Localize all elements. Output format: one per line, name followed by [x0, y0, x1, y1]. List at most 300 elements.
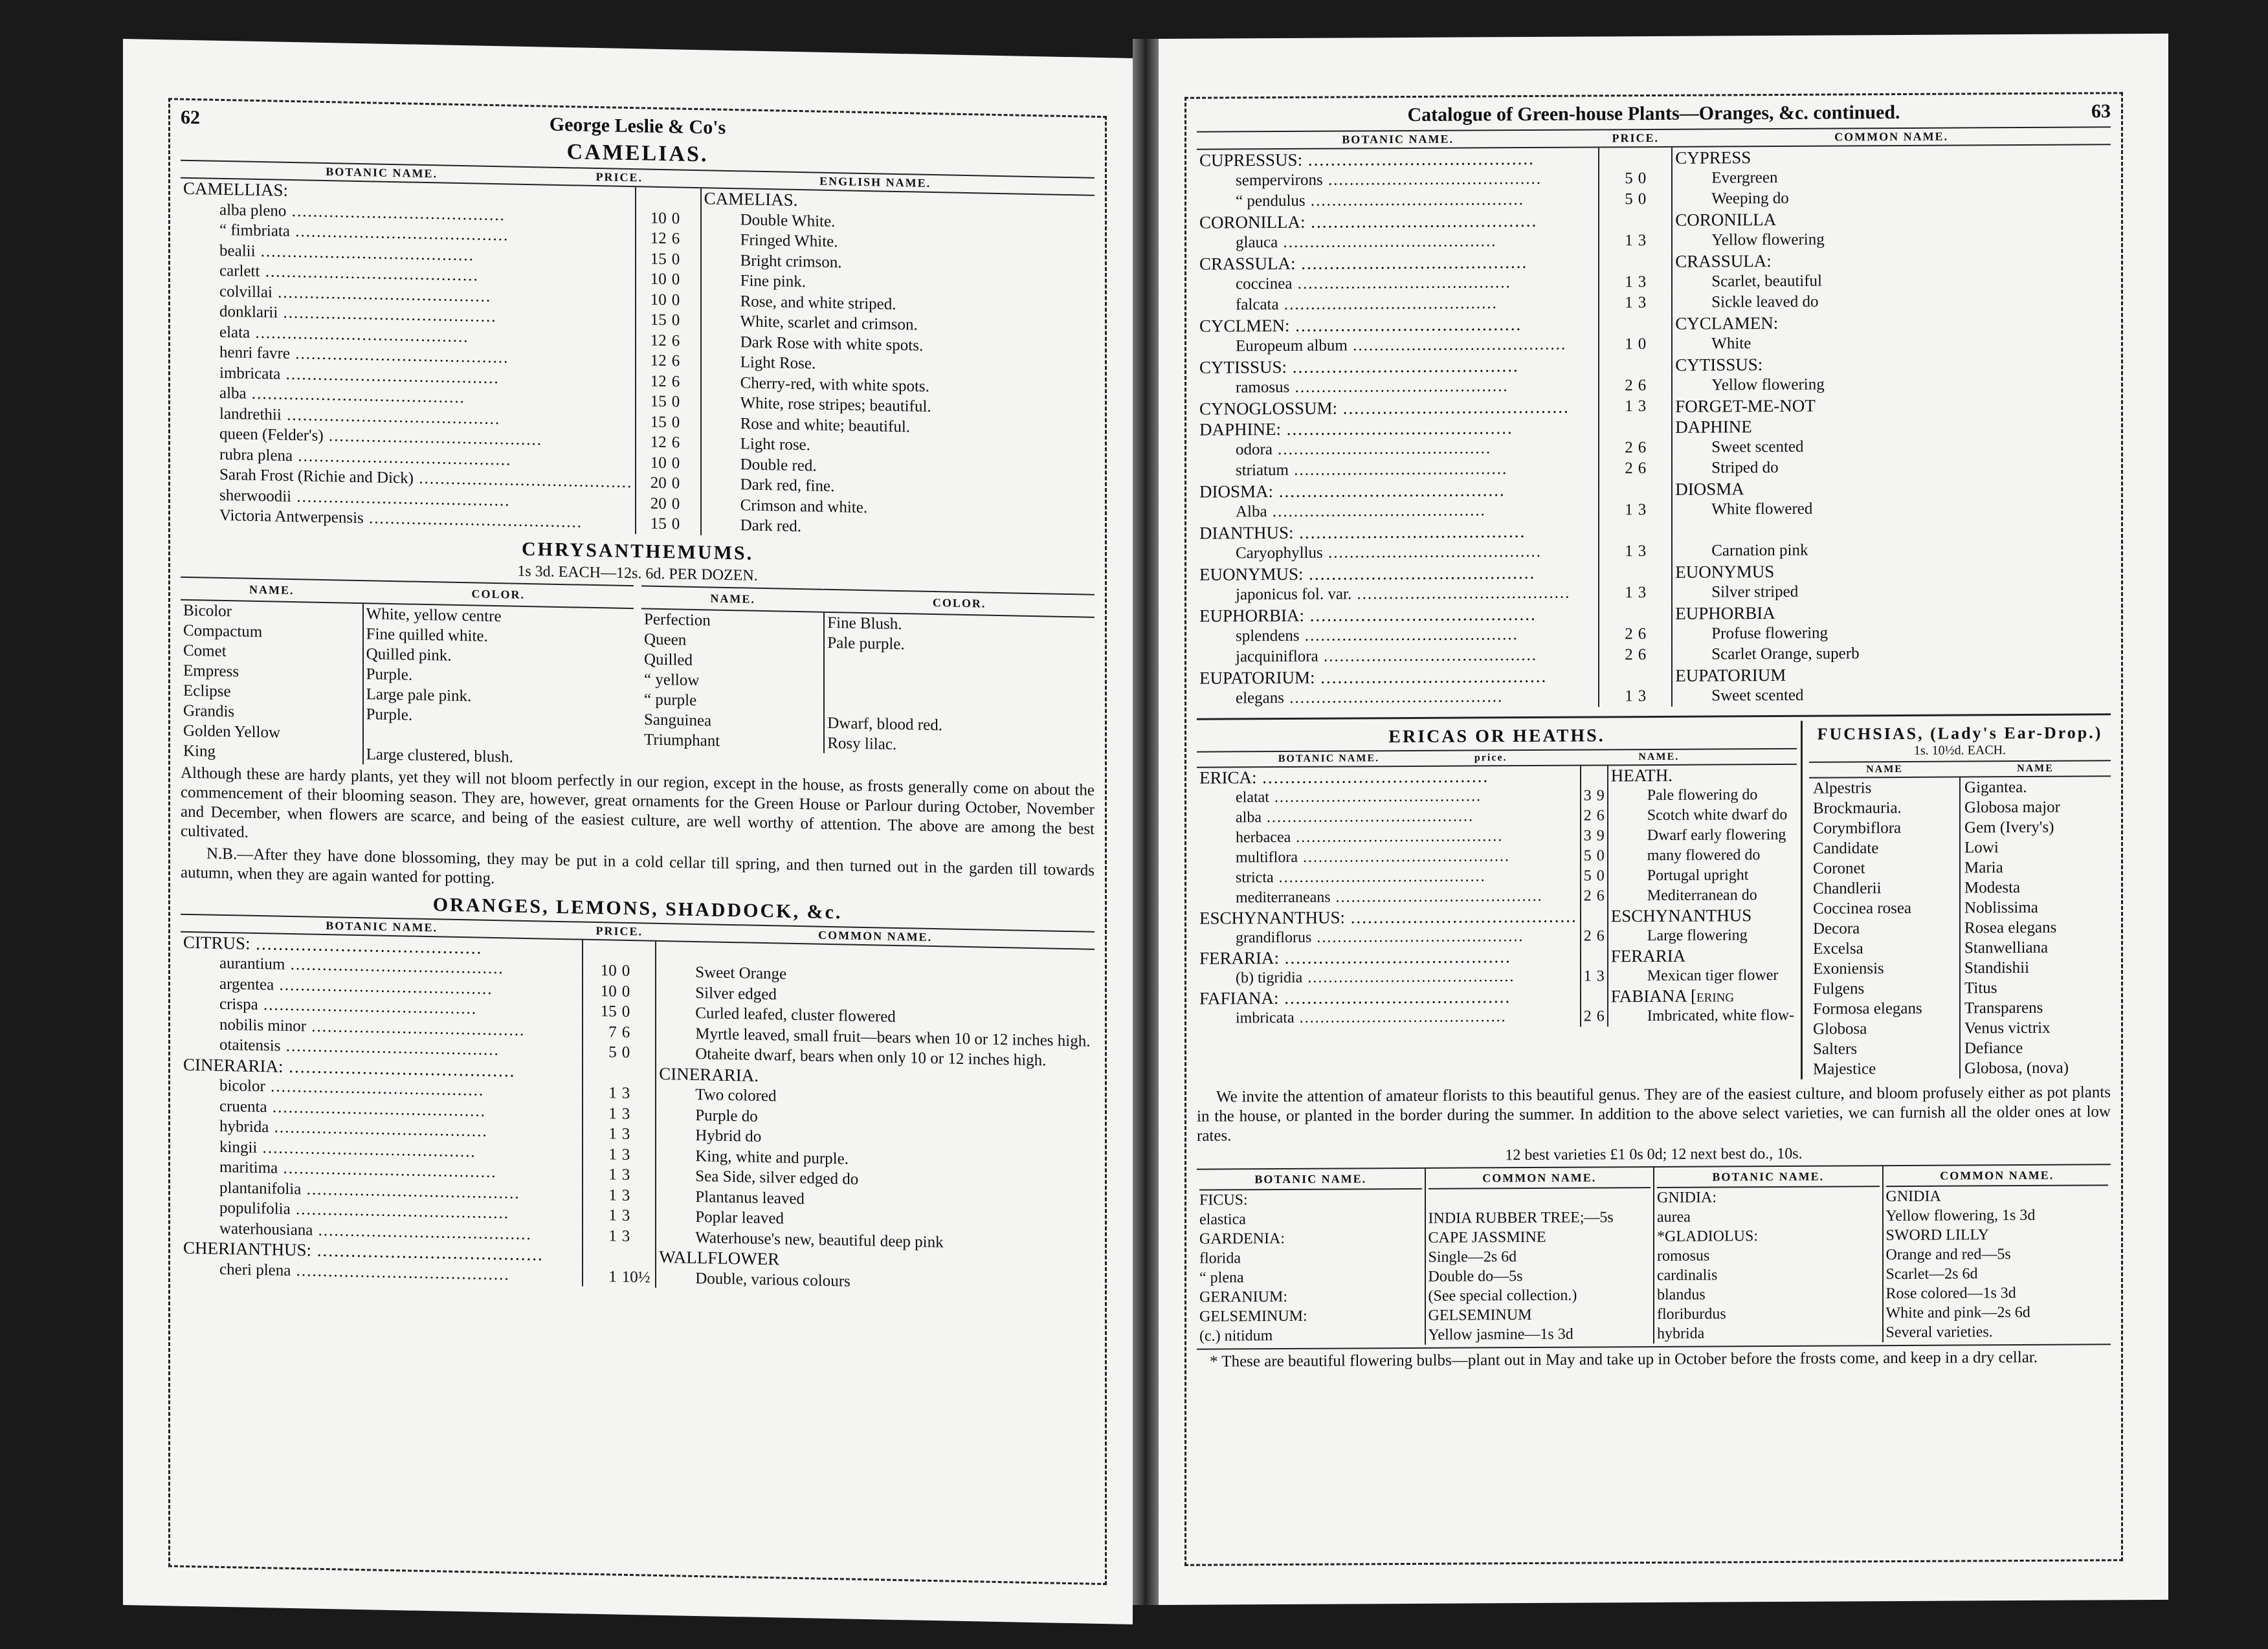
bottom-botanic-name: elastica [1199, 1211, 1246, 1228]
right-catalogue-table [1197, 145, 2111, 709]
bottom-botanic-name: GERANIUM: [1199, 1288, 1287, 1306]
chrysanthemum-name: Queen [641, 629, 824, 652]
erica-common-name: Pale flowering do [1647, 786, 1758, 804]
greenhouse-botanic-name: japonicus fol. var. ..... [1197, 582, 1599, 605]
greenhouse-botanic-name: EUPATORIUM: ..... [1197, 665, 1599, 688]
greenhouse-price-shillings: 1 [1599, 582, 1635, 603]
greenhouse-botanic-name: CYCLMEN: ..... [1197, 313, 1599, 336]
greenhouse-price-pence: 0 [1636, 168, 1672, 189]
oranges-table [181, 932, 1095, 1296]
greenhouse-common-name: EUPATORIUM [1675, 665, 1786, 685]
fuchsias-column-header [1809, 760, 2111, 778]
fuchsia-variety: Exoniensis [1813, 960, 1884, 978]
greenhouse-price-pence: 6 [1636, 645, 1672, 665]
fuchsias-price: 1s. 10½d. EACH. [1913, 743, 2007, 758]
camelia-price-pence: 6 [669, 331, 701, 351]
camelia-botanic-name: sherwoodii ..... [181, 484, 636, 513]
erica-row [1197, 946, 1797, 969]
left-running-head-text: George Leslie & Co's [549, 113, 726, 138]
orange-common-name: Waterhouse's new, beautiful deep pink [695, 1228, 944, 1251]
orange-botanic-name: crispa ..... [181, 993, 583, 1021]
fuchsias-list-col-1 [1809, 778, 1961, 1079]
chrys-col-color: COLOR. [363, 581, 634, 608]
greenhouse-botanic-name: EUONYMUS: ..... [1197, 562, 1599, 584]
bottom-left-common [1426, 1168, 1655, 1345]
greenhouse-price-pence: 3 [1636, 230, 1672, 251]
bottom-botanic-name: romosus [1657, 1247, 1710, 1265]
greenhouse-common-name: Sickle leaved do [1711, 293, 1819, 311]
camelia-price-shillings: 20 [636, 472, 669, 493]
camelia-botanic-name: queen (Felder's) ..... [181, 423, 636, 452]
greenhouse-botanic-name: Europeum album ..... [1197, 334, 1599, 357]
bottom-common-name: Rose colored—1s 3d [1885, 1285, 2016, 1303]
camelia-common-name: Light rose. [740, 435, 810, 454]
chrysanthemum-color: Large clustered, blush. [366, 745, 513, 766]
camelia-price-pence: 6 [669, 371, 701, 392]
erica-botanic-name: multiflora ..... [1197, 847, 1581, 869]
erica-row [1197, 845, 1797, 869]
camelia-price-pence: 0 [669, 208, 701, 229]
chrys-col-name-2: NAME. [641, 586, 824, 612]
greenhouse-price-shillings [1599, 603, 1635, 624]
fuchsia-variety: Excelsa [1813, 940, 1863, 958]
orange-price-shillings: 1 [583, 1123, 619, 1145]
erica-price-shillings [1581, 766, 1594, 786]
right-col-botanic: BOTANIC NAME. [1342, 132, 1454, 146]
bottom-common-name: Yellow flowering, 1s 3d [1885, 1206, 2036, 1225]
greenhouse-price-shillings [1599, 313, 1635, 334]
camelia-botanic-name: landrethii ..... [181, 403, 636, 432]
erica-row [1197, 905, 1797, 929]
bottom-right-common [1884, 1165, 2111, 1342]
camelia-common-name: Double red. [740, 455, 817, 475]
greenhouse-price-pence: 3 [1636, 582, 1672, 603]
camelia-price-pence: 0 [669, 392, 701, 412]
bottom-common-name: INDIA RUBBER TREE;—5s [1428, 1209, 1614, 1227]
greenhouse-botanic-name: CORONILLA: ..... [1197, 210, 1599, 232]
bottom-col-botanic-1: BOTANIC NAME. [1199, 1169, 1422, 1191]
greenhouse-common-name: Yellow flowering [1711, 375, 1825, 394]
ericas-col-botanic: BOTANIC NAME. [1278, 753, 1380, 765]
greenhouse-price-shillings: 1 [1599, 272, 1635, 293]
camelia-price-pence: 0 [669, 412, 701, 433]
erica-botanic-name: ERICA: ..... [1197, 766, 1581, 788]
greenhouse-botanic-name: striatum ..... [1197, 458, 1599, 481]
right-page-number: 63 [2091, 100, 2111, 122]
erica-botanic-name: alba ..... [1197, 806, 1581, 828]
bottom-common-name: (See special collection.) [1428, 1287, 1577, 1305]
greenhouse-botanic-name: CRASSULA: ..... [1197, 251, 1599, 274]
camelia-common-name: Crimson and white. [740, 496, 868, 516]
camelia-botanic-name: bealii ..... [181, 239, 636, 269]
greenhouse-botanic-name: falcata ..... [1197, 293, 1599, 315]
erica-price-shillings [1581, 986, 1594, 1006]
bottom-botanic-name: florida [1199, 1250, 1241, 1267]
greenhouse-common-name: Yellow flowering [1711, 230, 1825, 249]
camelia-genus-d [669, 188, 701, 208]
chrysanthemum-color: Large pale pink. [366, 685, 472, 705]
orange-botanic-name: plantanifolia ..... [181, 1177, 583, 1204]
chrysanthemums-title: CHRYSANTHEMUMS. [521, 538, 754, 564]
orange-botanic-name: cheri plena ..... [181, 1258, 583, 1286]
greenhouse-price-pence: 0 [1636, 189, 1672, 210]
camelia-price-pence: 0 [669, 310, 701, 331]
chrysanthemum-color: White, yellow centre [366, 604, 502, 625]
book-spread [123, 39, 2162, 1605]
camelia-price-shillings: 15 [636, 412, 669, 432]
erica-price-pence: 0 [1594, 846, 1608, 866]
camelia-price-shillings: 12 [636, 228, 669, 249]
orange-botanic-name: cruenta ..... [181, 1095, 583, 1123]
chrysanthemum-color: Dwarf, blood red. [827, 714, 942, 734]
greenhouse-botanic-name: jacquiniflora ..... [1197, 645, 1599, 667]
greenhouse-common-name: CRASSULA: [1675, 251, 1772, 271]
orange-price-shillings [583, 1062, 619, 1083]
bottom-common-name: Double do—5s [1428, 1268, 1523, 1285]
bottom-common-name: CAPE JASSMINE [1428, 1228, 1546, 1246]
erica-price-pence: 6 [1594, 886, 1608, 906]
bottom-common-name: Yellow jasmine—1s 3d [1428, 1325, 1573, 1344]
greenhouse-price-pence [1636, 251, 1672, 272]
camelias-col-price: PRICE. [595, 170, 643, 184]
camelia-price-pence: 0 [669, 473, 701, 494]
greenhouse-botanic-name: sempervirons ..... [1197, 168, 1599, 191]
greenhouse-price-pence: 3 [1636, 500, 1672, 520]
orange-botanic-name: otaitensis ..... [181, 1034, 583, 1062]
erica-common-name: FERARIA [1610, 946, 1686, 966]
gladiolus-footnote: * These are beautiful flowering bulbs—plant out in May and take up in October before the frosts come, and keep in a dry cellar. [1197, 1344, 2111, 1371]
orange-price-pence: 10½ [619, 1267, 656, 1288]
camelia-price-shillings: 12 [636, 432, 669, 452]
greenhouse-price-shillings [1599, 562, 1635, 582]
camelias-table [181, 179, 1095, 543]
erica-price-pence: 0 [1594, 866, 1608, 886]
greenhouse-common-name: FORGET-ME-NOT [1675, 395, 1816, 416]
greenhouse-common-name: CYPRESS [1675, 148, 1751, 168]
erica-row [1197, 1006, 1797, 1029]
camelia-common-name: Fringed White. [740, 231, 838, 251]
camelia-common-name: White, scarlet and crimson. [740, 313, 918, 334]
greenhouse-price-shillings [1599, 417, 1635, 437]
orange-common-name: WALLFLOWER [659, 1246, 780, 1269]
greenhouse-price-pence: 0 [1636, 334, 1672, 355]
erica-common-name: FABIANA [ering [1610, 986, 1735, 1006]
chrysanthemum-name: “ yellow [641, 669, 824, 692]
chrysanthemum-color: Fine quilled white. [366, 625, 488, 645]
camelia-botanic-name: elata ..... [181, 321, 636, 350]
camelia-common-name: Dark red, fine. [740, 476, 835, 496]
erica-botanic-name: FERARIA: ..... [1197, 947, 1581, 969]
greenhouse-botanic-name: DIOSMA: ..... [1197, 479, 1599, 502]
camelia-price-shillings: 15 [636, 513, 669, 534]
erica-price-pence [1594, 986, 1608, 1006]
erica-price-shillings: 2 [1581, 1006, 1594, 1026]
orange-common-name: Otaheite dwarf, bears when only 10 or 12 inches high. [695, 1045, 1047, 1070]
erica-botanic-name: ESCHYNANTHUS: ..... [1197, 907, 1581, 929]
bottom-botanic-name: GELSEMINUM: [1199, 1307, 1307, 1325]
greenhouse-common-name: EUONYMUS [1675, 562, 1775, 582]
bottom-botanic-name: (c.) nitidum [1199, 1327, 1273, 1345]
ericas-table [1197, 765, 1797, 1029]
bottom-common-name: Scarlet—2s 6d [1885, 1265, 1978, 1283]
erica-botanic-name: grandiflorus ..... [1197, 927, 1581, 949]
bottom-botanic-name: hybrida [1657, 1325, 1705, 1342]
greenhouse-price-pence [1636, 603, 1672, 624]
oranges-col-price: PRICE. [595, 924, 643, 938]
fuchsia-variety: Brockmauria. [1813, 799, 1902, 817]
orange-price-pence [619, 940, 656, 962]
camelia-price-pence: 0 [669, 269, 701, 290]
greenhouse-price-shillings [1599, 210, 1635, 230]
bottom-botanic-name: “ plena [1199, 1269, 1244, 1287]
greenhouse-common-name: Profuse flowering [1711, 624, 1829, 643]
ericas-title: ERICAS OR HEATHS. [1388, 725, 1605, 747]
fuchsias-col-name-2: NAME [2017, 762, 2054, 775]
chrysanthemum-name: Perfection [641, 608, 824, 632]
orange-price-pence [619, 1063, 656, 1084]
erica-row [1197, 925, 1797, 949]
orange-price-shillings: 5 [583, 1042, 619, 1063]
greenhouse-price-pence [1636, 313, 1672, 334]
chrysanthemum-color: Fine Blush. [827, 614, 902, 633]
fuchsia-variety: Noblissima [1964, 898, 2038, 917]
ericas-fuchsias-section [1197, 713, 2111, 1082]
camelias-col-botanic: BOTANIC NAME. [326, 165, 438, 181]
bottom-botanic-name: GNIDIA: [1657, 1189, 1717, 1206]
orange-common-name: Sweet Orange [695, 963, 787, 983]
orange-price-pence [619, 1246, 656, 1268]
orange-price-pence: 3 [619, 1103, 656, 1125]
erica-row [1197, 805, 1797, 828]
chrysanthemum-name: Golden Yellow [181, 720, 363, 744]
camelia-price-shillings: 15 [636, 391, 669, 412]
bottom-botanic-name: *GLADIOLUS: [1657, 1228, 1758, 1245]
greenhouse-common-name: DAPHINE [1675, 417, 1752, 437]
orange-price-shillings: 1 [583, 1164, 619, 1186]
chrysanthemums-left-table [181, 576, 634, 769]
orange-botanic-name: hybrida ..... [181, 1116, 583, 1144]
greenhouse-common-name: Scarlet Orange, superb [1711, 645, 1860, 663]
camelia-price-pence: 0 [669, 249, 701, 270]
fuchsia-variety: Fulgens [1813, 980, 1865, 998]
chrysanthemum-name: Grandis [181, 700, 363, 724]
greenhouse-common-name [1672, 518, 2111, 541]
erica-price-pence: 3 [1594, 966, 1608, 986]
greenhouse-botanic-name: odora ..... [1197, 437, 1599, 460]
camelia-price-shillings: 15 [636, 309, 669, 330]
orange-botanic-name: populifolia ..... [181, 1197, 583, 1225]
erica-price-shillings [1581, 946, 1594, 966]
camelia-price-pence: 6 [669, 228, 701, 249]
orange-price-pence: 3 [619, 1185, 656, 1206]
camelia-botanic-name: colvillai ..... [181, 280, 636, 309]
greenhouse-price-pence: 6 [1636, 437, 1672, 458]
erica-price-pence [1594, 766, 1608, 786]
right-page-frame [1184, 92, 2123, 1566]
fuchsia-variety: Gem (Ivery's) [1964, 818, 2054, 837]
orange-botanic-name: aurantium ..... [181, 953, 583, 980]
orange-common-name: Two colored [695, 1085, 777, 1105]
left-page [123, 39, 1133, 1624]
orange-price-pence: 6 [619, 1022, 656, 1043]
orange-botanic-name: CHERIANTHUS: ..... [181, 1238, 583, 1266]
greenhouse-botanic-name: ramosus ..... [1197, 375, 1599, 398]
camelias-col-english: ENGLISH NAME. [819, 174, 931, 190]
erica-price-pence [1594, 906, 1608, 926]
orange-common-name: Sea Side, silver edged do [695, 1167, 859, 1188]
greenhouse-price-shillings: 2 [1599, 458, 1635, 479]
camelia-price-shillings: 12 [636, 330, 669, 351]
fuchsia-variety: Formosa elegans [1813, 999, 1922, 1018]
camelia-price-pence: 0 [669, 453, 701, 474]
orange-price-pence: 0 [619, 1002, 656, 1023]
erica-price-shillings: 1 [1581, 966, 1594, 986]
greenhouse-common-name: Carnation pink [1711, 541, 1808, 560]
fuchsia-variety: Titus [1964, 979, 1997, 997]
fuchsia-variety: Decora [1813, 920, 1860, 938]
greenhouse-botanic-name: “ pendulus ..... [1197, 189, 1599, 212]
orange-price-shillings: 1 [583, 1144, 619, 1165]
bottom-right-botanic [1654, 1166, 1884, 1344]
orange-price-pence: 0 [619, 961, 656, 982]
greenhouse-price-shillings: 5 [1599, 189, 1635, 210]
greenhouse-price-pence: 3 [1636, 272, 1672, 293]
erica-price-shillings: 2 [1581, 806, 1594, 826]
greenhouse-common-name: Striped do [1711, 458, 1779, 477]
greenhouse-price-shillings [1599, 148, 1635, 168]
erica-price-pence: 6 [1594, 806, 1608, 826]
erica-price-shillings: 2 [1581, 926, 1594, 946]
greenhouse-price-pence [1636, 148, 1672, 168]
erica-botanic-name: (b) tigridia ..... [1197, 967, 1581, 989]
camelia-common-name: Dark red. [740, 516, 801, 536]
fuchsias-block [1809, 719, 2111, 1079]
orange-common-name: Poplar leaved [695, 1208, 784, 1228]
greenhouse-price-pence: 3 [1636, 686, 1672, 707]
greenhouse-price-pence [1636, 479, 1672, 500]
fuchsia-variety: Transparens [1964, 999, 2043, 1017]
camelia-genus-s [636, 187, 669, 208]
erica-common-name: Scotch white dwarf do [1647, 806, 1788, 825]
erica-price-pence: 9 [1594, 786, 1608, 806]
orange-price-shillings: 15 [583, 1001, 619, 1023]
greenhouse-common-name: DIOSMA [1675, 479, 1744, 499]
orange-common-name: King, white and purple. [695, 1147, 849, 1168]
camelia-price-shillings: 10 [636, 269, 669, 289]
camelia-botanic-name: henri favre ..... [181, 342, 636, 371]
greenhouse-botanic-name: DAPHINE: ..... [1197, 417, 1599, 439]
fuchsia-variety: Standishii [1964, 958, 2030, 977]
erica-botanic-name: imbricata ..... [1197, 1007, 1581, 1029]
chrysanthemums-right-table [641, 585, 1095, 758]
greenhouse-price-shillings [1599, 479, 1635, 500]
greenhouse-price-shillings: 1 [1599, 686, 1635, 707]
orange-botanic-name: waterhousiana ..... [181, 1217, 583, 1245]
greenhouse-common-name: CORONILLA [1675, 210, 1777, 230]
fuchsias-list [1809, 777, 2111, 1079]
fuchsia-variety: Modesta [1964, 879, 2021, 897]
orange-price-shillings: 1 [583, 1083, 619, 1104]
orange-price-pence: 3 [619, 1226, 656, 1247]
orange-price-shillings [583, 1246, 619, 1267]
fuchsia-variety: Globosa [1813, 1020, 1867, 1038]
fuchsias-col-name-1: NAME [1866, 763, 1903, 775]
orange-botanic-name: CITRUS: ..... [181, 932, 583, 960]
bottom-common-name: Orange and red—5s [1885, 1246, 2011, 1264]
erica-common-name: HEATH. [1610, 765, 1673, 786]
greenhouse-price-shillings [1599, 520, 1635, 541]
greenhouse-price-shillings: 1 [1599, 230, 1635, 251]
orange-common-name: Myrtle leaved, small fruit—bears when 10 or 12 inches high. [695, 1024, 1091, 1050]
chrysanthemum-color: Rosy lilac. [827, 734, 897, 753]
erica-price-shillings: 5 [1581, 846, 1594, 866]
camelia-price-shillings: 10 [636, 289, 669, 310]
camelia-botanic-name: rubra plena ..... [181, 443, 636, 472]
bottom-table [1197, 1164, 2111, 1345]
camelia-botanic-name: imbricata ..... [181, 362, 636, 391]
camelia-botanic-name: “ fimbriata ..... [181, 219, 636, 249]
bottom-left-botanic [1197, 1169, 1426, 1346]
camelia-common-name: Rose and white; beautiful. [740, 414, 911, 436]
bottom-botanic-name: blandus [1657, 1286, 1706, 1303]
erica-botanic-name: FAFIANA: ..... [1197, 987, 1581, 1009]
chrysanthemum-color: Purple. [366, 665, 413, 684]
greenhouse-botanic-name: DIANTHUS: ..... [1197, 520, 1599, 543]
chrysanthemum-name: Compactum [181, 620, 363, 643]
camelia-botanic-name: Sarah Frost (Richie and Dick) ..... [181, 464, 636, 493]
orange-botanic-name: maritima ..... [181, 1157, 583, 1184]
erica-row [1197, 885, 1797, 909]
camelia-botanic-name: Victoria Antwerpensis ..... [181, 505, 636, 534]
chrysanthemum-color: Purple. [366, 705, 413, 724]
greenhouse-common-name: Scarlet, beautiful [1711, 272, 1822, 291]
erica-row [1197, 865, 1797, 889]
erica-row [1197, 765, 1797, 788]
chrysanthemums-price: 1s 3d. EACH—12s. 6d. PER DOZEN. [517, 562, 758, 584]
greenhouse-price-pence: 3 [1636, 293, 1672, 313]
greenhouse-price-pence: 6 [1636, 458, 1672, 479]
ericas-col-price: price. [1474, 752, 1507, 764]
greenhouse-common-name: CYTISSUS: [1675, 355, 1763, 375]
greenhouse-price-pence [1636, 417, 1672, 437]
orange-price-pence: 3 [619, 1083, 656, 1105]
camelia-price-pence: 0 [669, 514, 701, 535]
greenhouse-price-shillings: 5 [1599, 168, 1635, 189]
greenhouse-common-name: Silver striped [1711, 582, 1799, 601]
bottom-col-common-2: COMMON NAME. [1886, 1165, 2109, 1187]
chrysanthemums-note: Although these are hardy plants, yet they will not bloom perfectly in our region, except in the house, as frosts generally come on about the commencement of their blooming season. They are, however, great ornaments for the Green House or Parlour during October, November and December, when flowers are scarce, and being of the easiest culture, are well worthy of attention. The above are among the best cultivated. [181, 764, 1095, 841]
chrysanthemum-name: Sanguinea [641, 709, 824, 733]
orange-price-pence: 3 [619, 1165, 656, 1186]
erica-price-shillings: 5 [1581, 866, 1594, 886]
camelia-botanic-name: alba ..... [181, 382, 636, 412]
fuchsias-list-col-2 [1961, 777, 2111, 1078]
greenhouse-common-name: White flowered [1711, 500, 1813, 518]
chrysanthemum-name: Empress [181, 660, 363, 683]
erica-common-name: Mediterranean do [1647, 887, 1757, 905]
chrysanthemums-tables [181, 576, 1095, 778]
fuchsias-note: We invite the attention of amateur florists to this beautiful genus. They are of the easiest culture, and bloom profusely either as pot plants in the house, or planted in the border during the summer. In addition to the above select varieties, we can furnish all the older ones at low rates. [1197, 1083, 2111, 1145]
orange-common-name: Hybrid do [695, 1126, 762, 1145]
greenhouse-common-name: CYCLAMEN: [1675, 313, 1779, 333]
chrysanthemum-color: Pale purple. [827, 634, 905, 653]
erica-price-pence: 9 [1594, 826, 1608, 846]
orange-price-shillings: 1 [583, 1103, 619, 1124]
greenhouse-price-pence: 6 [1636, 624, 1672, 645]
erica-price-shillings [1581, 906, 1594, 926]
chrysanthemum-color: Quilled pink. [366, 645, 452, 665]
ericas-block [1197, 721, 1803, 1083]
